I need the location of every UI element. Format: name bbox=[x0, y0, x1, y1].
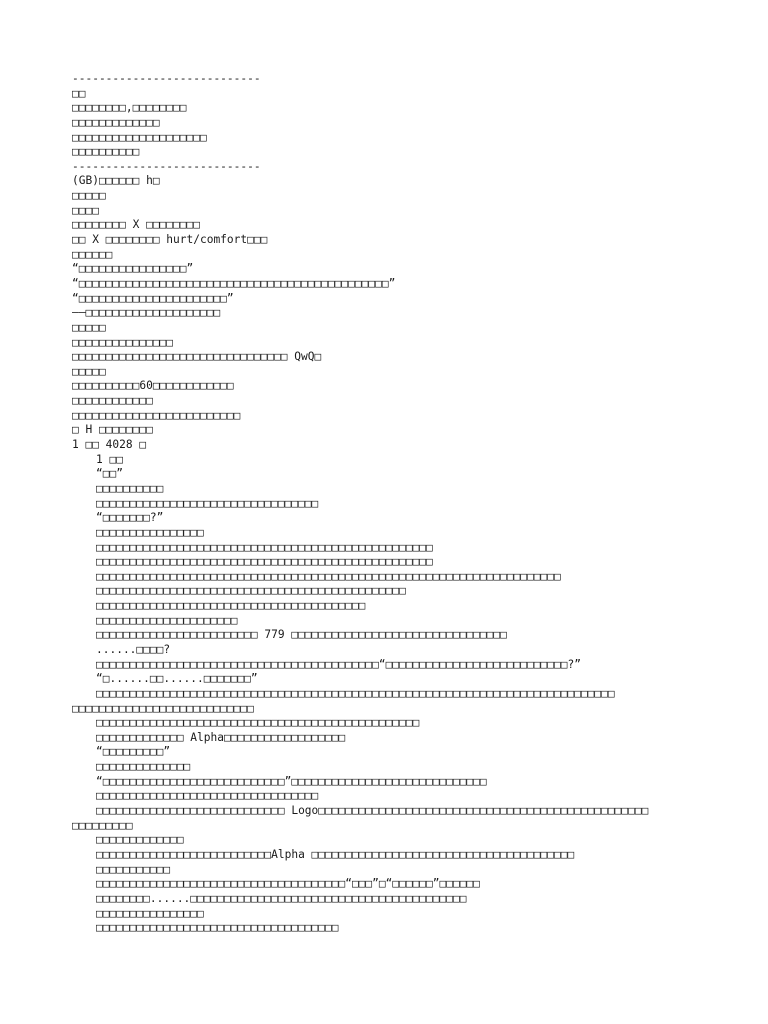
text-line: □□□□□□□□□□□□□□□□□□□□□□□□□□□□□□□□□□□□□□□□□□□□□□□□□□ bbox=[96, 555, 433, 569]
text-line: 1 □□ 4028 □ bbox=[72, 438, 147, 452]
text-line: □□ bbox=[72, 86, 86, 100]
text-line: (GB)□□□□□□ h□ bbox=[72, 174, 160, 188]
text-line: □□□□□□□□□□□□□□□□□□□□□□□□□□□□□□□□□□□□□□□□□□“□□□□□□□□□□□□□□□□□□□□□□□□□□□?” bbox=[96, 657, 581, 671]
text-line: □□□□□□□□,□□□□□□□□ bbox=[72, 101, 187, 115]
text-line: □□□□□□□□□□□□□□□□□□□□□□□□□□□□□□□□□□□□□□□□ bbox=[96, 599, 366, 613]
text-line: ......□□□□? bbox=[96, 642, 171, 656]
text-line: □□□□□□□□□□□□□□□□ bbox=[96, 525, 204, 539]
text-line: □□□□□ bbox=[72, 320, 106, 334]
text-line: “□......□□......□□□□□□□” bbox=[96, 672, 258, 686]
text-line: □□□□□□□□□□□□□□□□□□□□□□□□□□□ bbox=[72, 701, 254, 715]
text-line: □□□□□□□□□ bbox=[72, 818, 133, 832]
text-line: □□□□□□□□□□□□□ bbox=[72, 115, 160, 129]
text-line: □□□□□□□□□□□□□□□□□□□□□□□□□□Alpha □□□□□□□□□□□□□□□□□□□□□□□□□□□□□□□□□□□□□□□ bbox=[96, 847, 575, 861]
text-line: □□□□□□□□□□□□□□□□□□□□□□□□□□□□□□□□□ bbox=[96, 496, 319, 510]
text-line: □□□□□□□□□□□□□□□□□□□□□□□□□□□□□□□□ QwQ□ bbox=[72, 350, 322, 364]
text-line: □□□□□□□□□□□□□□ bbox=[96, 760, 191, 774]
text-line: □□□□□□□□ X □□□□□□□□ bbox=[72, 218, 200, 232]
text-line: ---------------------------- bbox=[72, 72, 261, 85]
text-line: ——□□□□□□□□□□□□□□□□□□□□ bbox=[72, 306, 221, 320]
text-line: □□□□□□□□□□ bbox=[96, 481, 164, 495]
text-line: □□□□ bbox=[72, 203, 99, 217]
text-line: □□□□□□□□□□□□□□□□□□□□□□□□□□□□□□□□□□□□□“□□□”□“□□□□□□”□□□□□□ bbox=[96, 877, 480, 891]
text-line: □□□□□□□□□□□□□□□□□□□□□ bbox=[96, 613, 238, 627]
text-line: □□□□□□□□□□□□□□□□□□□□□□□□□□□□□□□□□□□□□□□□□□□□□□ bbox=[96, 584, 406, 598]
text-line: “□□” bbox=[96, 467, 123, 481]
text-line: “□□□□□□□?” bbox=[96, 511, 164, 525]
text-line: □□□□□□□□......□□□□□□□□□□□□□□□□□□□□□□□□□□□□□□□□□□□□□□□□□ bbox=[96, 891, 467, 905]
text-line: 1 □□ bbox=[96, 452, 123, 466]
document-body bbox=[72, 72, 697, 936]
text-line: □□□□□□□□□□□□□ Alpha□□□□□□□□□□□□□□□□□□ bbox=[96, 730, 346, 744]
text-line: “□□□□□□□□□□□□□□□□□□□□□□□□□□□□□□□□□□□□□□□□□□□□□□” bbox=[72, 276, 396, 290]
text-line: □□□□□□□□□□□□ bbox=[72, 394, 153, 408]
text-line: □□□□□□ bbox=[72, 247, 113, 261]
text-line: □□□□□□□□□□□□□□□□□□□□□□□□□□□□□□□□□□□□□□□□□□□□□□□□□□ bbox=[96, 540, 433, 554]
text-line: □□□□□□□□□□□□□□□□□□□□□□□□□□□□□□□□□□□□ bbox=[96, 921, 339, 935]
text-line: ---------------------------- bbox=[72, 159, 261, 173]
text-line: □□ X □□□□□□□□ hurt/comfort□□□ bbox=[72, 233, 268, 247]
text-line: □□□□□□□□□□60□□□□□□□□□□□□ bbox=[72, 379, 234, 393]
text-line: □□□□□□□□□□□□□□□□□□□□□□□□□□□□□□□□□□□□□□□□□□□□□□□□□□□□□□□□□□□□□□□□□□□□□□□□□□□□□ bbox=[96, 686, 615, 700]
text-line: □□□□□□□□□□□□□□□□□□□□□□□□□ bbox=[72, 408, 241, 422]
text-line: □□□□□□□□□□□□□□□□ bbox=[96, 906, 204, 920]
text-line: □□□□□□□□□□□□□ bbox=[96, 833, 184, 847]
text-line: “□□□□□□□□□” bbox=[96, 745, 171, 759]
text-line: □□□□□□□□□□□□□□□□□□□□ bbox=[72, 130, 207, 144]
text-line: □□□□□□□□□□□□□□□□□□□□□□□□□□□□ Logo□□□□□□□□□□□□□□□□□□□□□□□□□□□□□□□□□□□□□□□□□□□□□□□□□ bbox=[96, 804, 649, 818]
text-line: □□□□□□□□□□□ bbox=[96, 862, 171, 876]
text-line: □□□□□□□□□□□□□□□□□□□□□□□□□□□□□□□□□□□□□□□□□□□□□□□□□□□□□□□□□□□□□□□□□□□□□ bbox=[96, 569, 561, 583]
text-line: □ H □□□□□□□□ bbox=[72, 423, 153, 437]
text-line: □□□□□ bbox=[72, 364, 106, 378]
text-line: □□□□□□□□□□□□□□□□□□□□□□□□□□□□□□□□□□□□□□□□□□□□□□□□ bbox=[96, 716, 420, 730]
text-line: □□□□□□□□□□ bbox=[72, 145, 140, 159]
text-line: □□□□□□□□□□□□□□□□□□□□□□□□□□□□□□□□□ bbox=[96, 789, 319, 803]
text-line: “□□□□□□□□□□□□□□□□□□□□□□□□□□□”□□□□□□□□□□□□□□□□□□□□□□□□□□□□□ bbox=[96, 774, 487, 788]
text-line: □□□□□□□□□□□□□□□ bbox=[72, 335, 174, 349]
text-line: □□□□□ bbox=[72, 189, 106, 203]
text-line: “□□□□□□□□□□□□□□□□” bbox=[72, 262, 194, 276]
text-line: “□□□□□□□□□□□□□□□□□□□□□□” bbox=[72, 291, 234, 305]
text-line: □□□□□□□□□□□□□□□□□□□□□□□□ 779 □□□□□□□□□□□□□□□□□□□□□□□□□□□□□□□□ bbox=[96, 628, 507, 642]
